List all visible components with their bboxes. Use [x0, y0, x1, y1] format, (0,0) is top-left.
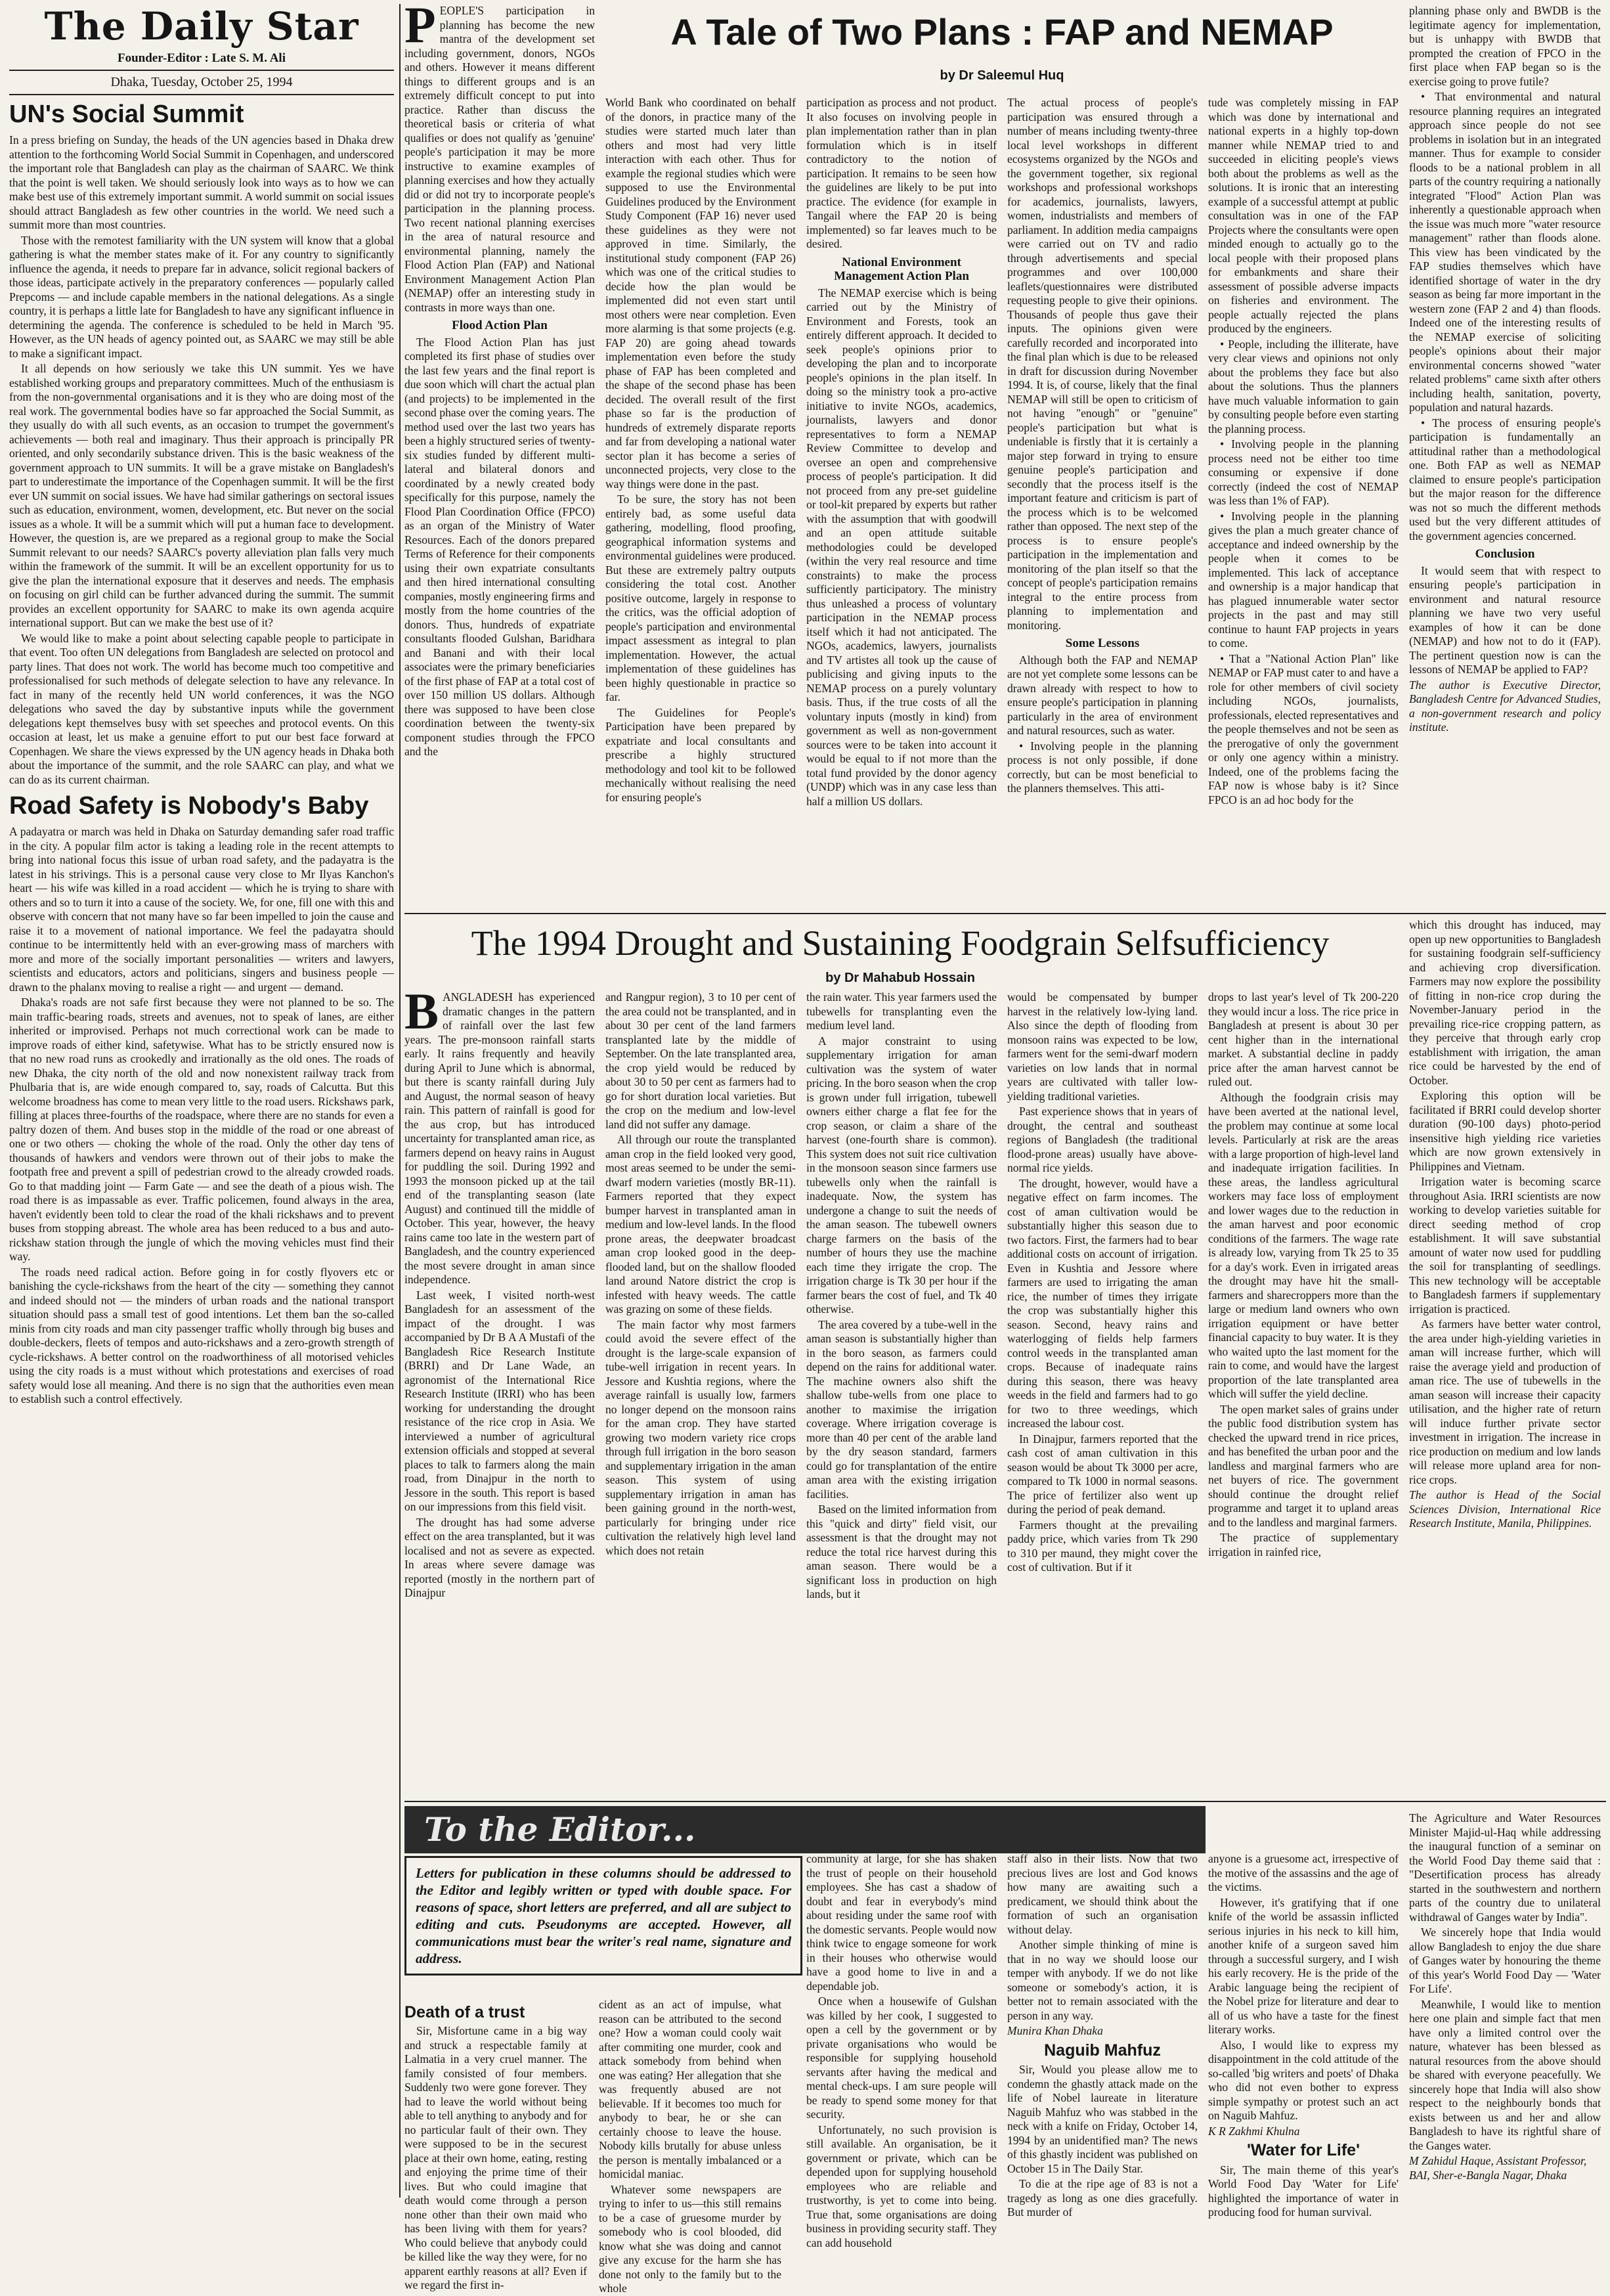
paragraph: The drought, however, would have a negative effect on farm incomes. The cost of aman cultivation would be substantially higher this season due to two factors. First, the farmers had to bear additional costs on account of irrigation. Even in Kushtia and Jessore where farmers are used to irrigating the aman rice, the number of times they irrigate the crop was substantially higher this season. Second, heavy rains and waterlogging of fields help farmers control weeds in the transplanted aman crops. Because of inadequate rains during this season, there was heavy weeds in the field and farmers had to go for two to three weedings, which increased the labour cost. — [1007, 1176, 1198, 1430]
paragraph: It would seem that with respect to ensuring people's participation in environment and natural resource planning we have two very useful examples of how it can be done (NEMAP) and how not to do it (FAP). The pertinent question now is can the lessons of NEMAP be applied to FAP? — [1409, 563, 1601, 676]
article-column — [1007, 990, 1198, 1795]
paragraph: Farmers thought at the prevailing paddy price, which varies from Tk 290 to 310 per maund, they might cover the cost of cultivation. But if it — [1007, 1518, 1198, 1574]
paragraph: The Agriculture and Water Resources Minister Majid-ul-Haq while addressing the inaugural function of a seminar on the World Food Day theme said that : "Desertification process has already started in the southwestern and northern parts of the country due to unilateral withdrawal of Ganges water by India". — [1409, 1811, 1601, 1924]
paragraph: The actual process of people's participation was ensured through a number of means including twenty-three local level workshops in different ecosystems organized by the NGOs and the government together, six regional workshops and professional workshops for academics, journalists, lawyers, women, industrialists and members of parliament. In addition media campaigns were carried out on TV and radio through advertisements and special programmes and over 100,000 leaflets/questionnaires were distributed requesting people to give their opinions. Thousands of people thus gave their inputs. The opinions given were carefully recorded and incorporated into the final plan which is due to be released in draft for discussion during November 1994. It is, of course, likely that the final NEMAP will still be open to criticism of not having "enough" or "genuine" people's participation but what is undeniable is firstly that it is certainly a major step forward in trying to ensure genuine people's participation and secondly that the process itself is the important feature and criticism is part of the process which is to be welcomed rather than opposed. The next step of the process is to ensure people's participation in the implementation and monitoring of the plan itself so that the concept of people's participation remains integral to the entire process from planning to implementation and monitoring. — [1007, 96, 1198, 632]
paragraph: We would like to make a point about selecting capable people to participate in that event. Too often UN delegations from Bangladesh are selected on protocol and party lines. That does not work. The world has become much too competitive and professionalised for such methods of delegate selection to have any relevance. In fact in many of the recently held UN world conferences, it was the NGO delegations who saved the day by substantive inputs while the government delegations kept themselves busy with set speeches and protocol events. On this occasion at least, let us make a genuine effort to put our best face forward at Copenhagen. We share the views expressed by the UN agency heads in Dhaka both about the importance of the summit, and the role SAARC can play, and what we can do as its current chairman. — [9, 631, 394, 786]
section-divider — [404, 913, 1606, 914]
paragraph: Those with the remotest familiarity with the UN system will know that a global gathering is what the member states make of it. For any country to significantly influence the agenda, it needs to prepare far in advance, solicit regional backers of those ideas, participate actively in the preparatory conferences — popularly called Prepcoms — and include capable members in the national delegations. As a single country, it is perhaps a little late for Bangladesh to have any significant influence in determining the agenda. The conference is scheduled to be held in March '95. However, as the UN heads of agency pointed out, as SAARC we may still be able to make a significant impact. — [9, 233, 394, 360]
paragraph: Although the foodgrain crisis may have been averted at the national level, the problem may continue at some local levels. Particularly at risk are the areas with a large proportion of high-level land and inadequate irrigation facilities. In these areas, the landless agricultural workers may face loss of employment and lower wages due to the reduction in the aman harvest and poor economic conditions of the farmers. The wage rate is already low, varying from Tk 25 to 35 for a day's work. Even in irrigated areas the drought may have hit the small-farmers and sharecroppers more than the large or medium land owners who own irrigation equipment or have better financial capacity to buy water. It is they who waited upto the last moment for the rain to come, and would have the largest proportion of the late transplanted area which will suffer the yield decline. — [1208, 1090, 1399, 1400]
letters-banner: To the Editor... — [404, 1806, 1206, 1853]
article-column — [404, 0, 595, 907]
editorial-title-social-summit: UN's Social Summit — [9, 100, 244, 128]
subhead: Conclusion — [1475, 547, 1535, 561]
subhead: National Environment Management Action Plan — [834, 255, 969, 283]
paragraph: planning phase only and BWDB is the legitimate agency for implementation, but is unhappy with BWDB that prompted the creation of FPCO in the first place when FAP began so is the exercise going to prove futile? — [1409, 4, 1601, 88]
paragraph: • Involving people in the planning process need not be either too time consuming or expensive if done correctly (indeed the cost of NEMAP was less than 1% of FAP). — [1208, 437, 1399, 507]
paragraph: • People, including the illiterate, have very clear views and opinions not only about the problems they face but also about the solutions. Thus the planners have much valuable information to gain by consulting people before even starting the planning process. — [1208, 337, 1399, 435]
paragraph: Sir, Would you please allow me to condemn the ghastly attack made on the life of Nobel laureate in literature Naguib Mahfuz who was stabbed in the neck with a knife on Friday, October 14, 1994 by an unidentified man? The news of this ghastly incident was published on October 15 in The Daily Star. — [1007, 2063, 1198, 2175]
editorial-body-road-safety — [9, 825, 394, 1407]
paragraph: and Rangpur region), 3 to 10 per cent of the area could not be transplanted, and in about 30 per cent of the land farmers transplanted late by the middle of September. On the late transplanted area, the crop yield would be reduced by about 30 to 50 per cent as farmers had to go for short duration local varieties. But the crop on the medium and low-level land did not suffer any damage. — [605, 990, 796, 1131]
paragraph: staff also in their lists. Now that two precious lives are lost and God knows how many are awaiting such a predicament, we should think about the formation of such an organisation without delay. — [1007, 1852, 1198, 1936]
paragraph: The drought has had some adverse effect on the area transplanted, but it was localised and not as severe as expected. In areas where severe damage was reported (mostly in the northern part of Dinajpur — [404, 1515, 595, 1599]
paragraph: • That environmental and natural resource planning requires an integrated approach since people do not see problems in isolation but in an integrated manner. Thus for example to consider floods to be a national problem in all parts of the country requiring a nationally integrated "Flood" Action Plan was inherently a questionable approach when the issue was much more "water resource management" rather than floods alone. This view has been vindicated by the FAP studies themselves which have identified shortage of water in the dry season as being far more important in the western zone (FAP 2 and 4) than floods. Indeed one of the interesting results of the NEMAP exercise of soliciting people's opinions about their major environmental concerns showed "water related problems" came sixth after others including health, sanitation, poverty, population and natural hazards. — [1409, 90, 1601, 414]
paragraph: Sir, The main theme of this year's World Food Day 'Water for Life' highlighted the importance of water in producing food for human survival. — [1208, 2163, 1399, 2219]
paragraph: The main factor why most farmers could avoid the severe effect of the drought is the large-scale expansion of tube-well irrigation in recent years. In Jessore and Kushtia regions, where the average rainfall is usually low, farmers no longer depend on the monsoon rains for the aman crop. They have started growing two modern variety rice crops through full irrigation in the boro season and supplementary irrigation in the aman season. This system of using supplementary irrigation in aman has been gaining ground in the north-west, particularly for bringing under rice cultivation the relatively high level land which does not retain — [605, 1317, 796, 1557]
article-column — [404, 2024, 587, 2291]
article-column — [605, 990, 796, 1795]
drop-cap: P — [404, 0, 436, 53]
article-column — [806, 96, 997, 907]
paragraph: Dhaka's roads are not safe first because they were not planned to be so. The main traffic-bearing roads, streets and avenues, not to speak of lanes, are either inherited or improvised. Perhaps not much correctional work can be made to improve roads of either kind, safetywise. What has to be strictly ensured now is that no new road runs as crookedly and irrationally as the old ones. The roads of new Dhaka, the city north of the old and now nonexistent railway track from Phulbaria that is, are wide enough compared to, say, roads of Calcutta. But this welcome broadness has come to mean very little to the road users. Rickshaws park, filling at places three-fourths of the roadspace, where there are no stands for even a paltry dozen of them. And buses stop in the middle of the road or one abreast of one or two others — choking the whole of the road. Only the other day tens of thousands of hawkers and vendors were thrown out of their jobs to make the footpath free and prevent a spill of pedestrian crowd to the already crowded roads. Go to that madding joint — Farm Gate — and see the death of a pious wish. The road there is as impassable as ever. Traffic policemen, found always in the area, haven't evidently been told to clear the road of the khali rickshaws and to prevent buses from stopping abreast. The whole area has been reduced to a bus and auto-rickshaw station through the jungle of which the moving vehicles must find their way. — [9, 996, 394, 1263]
paragraph: would be compensated by bumper harvest in the relatively low-lying land. Also since the depth of flooding from monsoon rains was expected to be low, farmers went for the semi-dwarf modern varieties on low lands that in normal years are cultivated with taller low-yielding traditional varieties. — [1007, 990, 1198, 1103]
paragraph: • Involving people in the planning process is not only possible, if done correctly, but can be most beneficial to the planners themselves. This atti- — [1007, 739, 1198, 795]
article-column — [1208, 1852, 1399, 2219]
column-divider — [399, 4, 401, 2197]
paragraph: drops to last year's level of Tk 200-220 they would incur a loss. The rice price in Bangladesh at present is about 30 per cent higher than in the international market. A substantial decline in paddy price after the aman harvest cannot be ruled out. — [1208, 990, 1399, 1088]
paragraph: As farmers have better water control, the area under high-yielding varieties in aman will increase further, which will raise the average yield and production of aman rice. The use of tubewells in the aman season will increase their capacity utilisation, and the higher rate of return will induce further private sector investment in irrigation. The increase in rice production on medium and low lands will release more upland area for non-rice crops. — [1409, 1317, 1601, 1486]
letter-death-of-a-trust — [404, 1998, 785, 2295]
article-column — [1409, 1811, 1601, 2197]
article-column — [1007, 96, 1198, 907]
paragraph: Another simple thinking of mine is that in no way we should loose our temper with anybody. If we do not like someone or somebody's action, it is better not to remain associated with the person in any way. — [1007, 1938, 1198, 2022]
paragraph: Last week, I visited north-west Bangladesh for an assessment of the impact of the drought. I was accompanied by Dr B A A Mustafi of the Bangladesh Rice Research Institute (BRRI) and Dr Lane Wade, an agronomist of the International Rice Research Institute (IRRI) who has been working for understanding the drought resistance of the rice crop in Asia. We interviewed a number of agricultural extension officials and stopped at several places to talk to farmers along the main road, from Dinajpur in the north to Jessore in the south. This report is based on our impressions from this field visit. — [404, 1288, 595, 1513]
paragraph: Exploring this option will be facilitated if BRRI could develop shorter duration (90-100 days) photo-period insensitive high yielding rice varieties which are now grown extensively in Philippines and Vietnam. — [1409, 1089, 1601, 1173]
paragraph: which this drought has induced, may open up new opportunities to Bangladesh for sustaining foodgrain self-sufficiency and achieving crop diversification. Farmers may now explore the possibility of fitting in non-rice crop during the November-January period in the prevailing rice-rice cropping pattern, as they perceive that through early crop establishment with irrigation, the aman rice could be harvested by the end of October. — [1409, 918, 1601, 1087]
letter-signature: M Zahidul Haque, Assistant Professor, BAI, Sher-e-Bangla Nagar, Dhaka — [1409, 2154, 1587, 2182]
letter-signature: Munira Khan Dhaka — [1007, 2024, 1103, 2037]
paragraph: tude was completely missing in FAP which was done by international and national experts in a highly top-down manner while NEMAP tried to and succeeded in eliciting people's views both about the problems as well as the solutions. It is ironic that an interesting example of a successful attempt at public consultation was in one of the FAP Projects where the consultants were open minded enough to actually go to the local people with their proposed plans for embankments and share their assessment of possible adverse impacts on fisheries and environment. The people actually rejected the plans produced by the engineers. — [1208, 96, 1399, 335]
paragraph: In Dinajpur, farmers reported that the cash cost of aman cultivation in this season would be about Tk 3000 per acre, compared to Tk 1000 in normal seasons. The price of fertilizer also went up during the period of peak demand. — [1007, 1432, 1198, 1516]
paragraph: • Involving people in the planning gives the plan a much greater chance of acceptance and indeed ownership by the people when it comes to be implemented. This lack of acceptance and ownership is a major handicap that has plagued innumerable water sector projects in the past and may still continue to haunt FAP projects in years to come. — [1208, 509, 1399, 650]
article-title: The 1994 Drought and Sustaining Foodgrain Selfsufficiency — [471, 923, 1330, 963]
paragraph: The practice of supplementary irrigation in rainfed rice, — [1208, 1531, 1399, 1558]
paragraph: Also, I would like to express my disappointment in the cold attitude of the so-called 'big writers and poets' of Dhaka who did not even bother to express simple sympathy or protest such an act on Naguib Mahfuz. — [1208, 2038, 1399, 2122]
paragraph: Meanwhile, I would like to mention here one plain and simple fact that men have only a limited control over the nature, whatever has been blessed as natural resources from the above should be shared with everyone peacefully. We sincerely hope that India will also show respect to the neighbourly bonds that exists between us and her and allow Bangladesh to have its rightful share of the Ganges water. — [1409, 1997, 1601, 2152]
paragraph: All through our route the transplanted aman crop in the field looked very good, most areas seemed to be under the semi-dwarf modern varieties (mostly BR-11). Farmers reported that they expect bumper harvest in transplanted aman in medium and low-level lands. In the flood prone areas, the deepwater broadcast aman crop looked good in the deep-flooded land, but on the shallow flooded land around Natore district the crop is infested with heavy weeds. The cattle was grazing on some of these fields. — [605, 1133, 796, 1315]
article-column — [806, 1852, 997, 2249]
masthead-title: The Daily Star — [44, 4, 359, 49]
paragraph: BANGLADESH has experienced dramatic changes in the pattern of rainfall over the last few years. The pre-monsoon rainfall starts early. It rains frequently and heavily during April to June which is abnormal, but there is scanty rainfall during July and August, the normal season of heavy rain. This pattern of rainfall is good for the aus crop, but has introduced uncertainty for transplanted aman rice, as farmers depend on heavy rains in August for puddling the soil. During 1992 and 1993 the monsoon picked up at the tail end of the transplanting season (late August) and continued till the middle of October. This year, however, the heavy rains came too late in the western part of Bangladesh, and the country experienced the most severe drought in aman since independence. — [404, 982, 595, 1286]
drop-cap: B — [404, 982, 439, 1040]
dateline: Dhaka, Tuesday, October 25, 1994 — [9, 70, 394, 95]
section-divider — [404, 1801, 1606, 1802]
paragraph: Sir, Misfortune came in a big way and struck a respectable family at Lalmatia in a very cruel manner. The family consisted of four members. Suddenly two were gone forever. They had to leave the world without being able to tell anything to anybody and for no particular fault of their own. They were supposed to be in the securest place at their own home, eating, resting and enjoying the prime time of their lives. But who could imagine that death would come through a person none other than their own maid who has been living with them for years? Who could believe that anybody could be killed like the way they were, for no apparent earthly reasons at all? Even if we regard the first in- — [404, 2024, 587, 2291]
letters-notice: Letters for publication in these columns should be addressed to the Editor and legibly written or typed with double space. For reasons of space, short letters are preferred, and all are subject to editing and cuts. Pseudonyms are accepted. However, all communications must bear the writer's real name, signature and address. — [404, 1856, 802, 1976]
letters-section — [404, 1806, 1606, 2295]
article-column — [605, 96, 796, 907]
paragraph: The open market sales of grains under the public food distribution system has checked the upward trend in rice prices, and has benefited the urban poor and the landless and marginal farmers who are net buyers of rice. The government should continue the drought relief programme and target it to upland areas and to the landless and marginal farmers. — [1208, 1402, 1399, 1529]
paragraph: A major constraint to using supplementary irrigation for aman cultivation was the system of water pricing. In the boro season when the crop is grown under full irrigation, tubewell owners either charge a flat fee for the crop season, or claim a share of the harvest (one-fourth share is common). This system does not suit rice cultivation in the monsoon season since farmers use tubewells only when the rainfall is inadequate. Now, the system has undergone a change to suit the needs of the aman season. The tubewell owners charge farmers on the basis of the number of hours they use the machine each time they irrigate the crop. The irrigation charge is Tk 30 per hour if the farmer bears the cost of fuel, and Tk 40 otherwise. — [806, 1034, 997, 1315]
subhead: Flood Action Plan — [452, 319, 548, 332]
subhead: Some Lessons — [1065, 636, 1140, 650]
feature-fap-nemap — [404, 0, 1606, 910]
paragraph: The area covered by a tube-well in the aman season is substantially higher than in the boro season, as farmers could depend on the rains for additional water. The machine owners also shift the shallow tube-wells from one place to another to maximise the irrigation coverage. Where irrigation coverage is more than 40 per cent of the arable land by the dry season standard, farmers could go for transplantation of the entire aman area with the existing irrigation facilities. — [806, 1317, 997, 1501]
letter-title: Death of a trust — [404, 2003, 525, 2021]
letter-title: 'Water for Life' — [1246, 2141, 1360, 2159]
article-column — [404, 982, 595, 1795]
paragraph: Irrigation water is becoming scarce throughout Asia. IRRI scientists are now working to develop varieties suitable for direct seeding method of crop establishment. It will save substantial amount of water now used for puddling the soil for transplanting of seedlings. This new technology will be acceptable to Bangladesh farmers if supplementary irrigation is practiced. — [1409, 1175, 1601, 1315]
article-column — [1007, 1852, 1198, 2219]
author-note: The author is Head of the Social Sciences Division, International Rice Research Institute, Manila, Philippines. — [1409, 1488, 1601, 1530]
paragraph: Past experience shows that in years of drought, the central and southeast regions of Bangladesh (the traditional flood-prone areas) usually have above-normal rice yields. — [1007, 1105, 1198, 1174]
article-column — [1409, 918, 1601, 1795]
paragraph: cident as an act of impulse, what reason can be attributed to the second one? How a woman could cooly wait after commiting one murder, cook and attack somebody from behind when one was eating? Her allegation that she was frequently abused are not believable. If it becomes too much for anybody to bear, he or she can certainly choose to leave the house. Nobody kills brutally for abuse unless the person is mentally imbalanced or a homicidal maniac. — [599, 1998, 781, 2180]
paragraph: Based on the limited information from this "quick and dirty" field visit, our assessment is that the drought may not reduce the total rice harvest during this aman season. There would be a significant loss in production on high lands, but it — [806, 1503, 997, 1601]
letter-signature: K R Zakhmi Khulna — [1208, 2124, 1300, 2138]
article-column — [1409, 4, 1601, 907]
paragraph: To die at the ripe age of 83 is not a tragedy as long as one dies gracefully. But murder of — [1007, 2177, 1198, 2219]
paragraph: community at large, for she has shaken the trust of people on their household employees. She has cast a shadow of doubt and fear in everybody's mind about residing under the same roof with the domestic servants. People would now think twice to engage someone for work in their houses who otherwise would have a good home to live in and a dependable job. — [806, 1852, 997, 1993]
paragraph: A padayatra or march was held in Dhaka on Saturday demanding safer road traffic in the city. A popular film actor is taking a leading role in the recent attempts to bring into national focus this issue of urban road safety, and the padayatra is the latest in his strivings. This is a personal cause very close to Mr Ilyas Kanchon's heart — his wife was killed in a road accident — which he is trying to share with others and so to turn it into a cause of the society. We, for one, fill one with this and observe with concern that not many have so far been impelled to join the cause and raise it to a movement of national importance. We feel the padayatra should continue to be intermittently held with an ever-growing mass of marchers with more and more of the socially important personalities — writers and lawyers, scientists and educators, actors and politicians, singers and business people — drawn to the phalanx moving to realise a right — and urgent — demand. — [9, 825, 394, 994]
founder-line: Founder-Editor : Late S. M. Ali — [118, 51, 286, 65]
letter-title: Naguib Mahfuz — [1044, 2041, 1161, 2060]
paragraph: • The process of ensuring people's participation is fundamentally an attitudinal rather than a methodological one. Both FAP as well as NEMAP claimed to ensure people's participation but the major reason for the difference was not so much the different methods used but the very different attitudes of the government agencies concerned. — [1409, 416, 1601, 542]
paragraph: Although both the FAP and NEMAP are not yet complete some lessons can be drawn already with respect to how to ensure people's participation in planning particularly in the area of environment and natural resources, such as water. — [1007, 653, 1198, 737]
paragraph: However, it's gratifying that if one knife of the world be assassin inflicted serious injuries in his neck to kill him, another knife of a surgeon saved him through a successful surgery, and I wish his early recovery. He is the pride of the Arabic language being the recipient of the Nobel prize for literature and dear to all of us who have a taste for the finest literary works. — [1208, 1895, 1399, 2036]
article-byline: by Dr Saleemul Huq — [940, 68, 1064, 83]
paragraph: We sincerely hope that India would allow Bangladesh to enjoy the due share of Ganges water by honouring the theme of this year's World Food Day — 'Water For Life'. — [1409, 1926, 1601, 1995]
editorial-body-social-summit — [9, 133, 394, 787]
paragraph: It all depends on how seriously we take this UN summit. Yes we have established working groups and preparatory committees. Much of the enthusiasm is from the non-governmental organisations and it is they who are doing most of the real work. The governmental bodies have so far approached the Social Summit, as they usually do with all such events, as an occasion to trumpet the government's achievements — both real and imaginary. Thus their approach is principally PR oriented, and only secondarily substance driven. This is the basic weakness of the government approach to UN summits. It will be a grave mistake on Bangladesh's part to underestimate the importance of the Copenhagen summit. It will be the first ever UN summit on social issues. We have had similar gatherings on sectoral issues such as education, environment, women, development, etc. But never on the social issues as a whole. It will be a summit which will put a human face to development. However, the question is, are we prepared as a regional group to make the Social Summit relevant to our needs? SAARC's poverty alleviation plan falls very much within the framework of the summit. It will be an excellent opportunity for us to give the plan the international exposure that it deserves and needs. The emphasis on focusing on girl child can be further advanced during the summit. The summit provides an excellent opportunity for SAARC to make its own agenda acquire international support. But can we make the best use of it? — [9, 362, 394, 629]
paragraph: World Bank who coordinated on behalf of the donors, in practice many of the studies were started much later than others and most had very little interaction with each other. Thus for example the regional studies which were supposed to use the Environmental Guidelines produced by the Environment Study Component (FAP 16) never used these guidelines as they were not approved in time. Similarly, the institutional study component (FAP 26) which was one of the critical studies to decide how the plan would be implemented did not even start until most others were near completion. Even more alarming is that some projects (e.g. FAP 20) are going ahead towards implementation even before the study phase of FAP has been completed and the shape of the second phase has been decided. The overall result of the first phase so far is the production of hundreds of extremely disparate reports and far from developing a national water sector plan it has become a series of unconnected projects, very close to the way things were done in the past. — [605, 96, 796, 491]
feature-drought — [404, 918, 1606, 1798]
paragraph: PEOPLE'S participation in planning has become the new mantra of the development set including government, donors, NGOs and others. However it means different things to different groups and is an extremely difficult concept to put into practice. Rather than discuss the theoretical basis or criteria of what qualifies or does not qualify as 'genuine' people's participation it may be more instructive to examine examples of planning exercises and how they actually did or did not try to incorporate people's participation in the planning process. Two recent national planning exercises in the area of natural resource and environmental planning, namely the Flood Action Plan (FAP) and National Environment Management Action Plan (NEMAP) offer an interesting study in contrasts in more ways than one. — [404, 0, 595, 314]
article-column — [1208, 96, 1399, 907]
paragraph: participation as process and not product. It also focuses on involving people in plan implementation rather than in plan formulation which is in itself contradictory to the notion of participation. It remains to be seen how the guidelines are likely to be put into practice. The evidence (for example in Tangail where the FAP 20 is being implemented) so far leaves much to be desired. — [806, 96, 997, 250]
article-column — [599, 1998, 781, 2295]
paragraph: the rain water. This year farmers used the tubewells for transplanting even the medium level land. — [806, 990, 997, 1032]
article-title: A Tale of Two Plans : FAP and NEMAP — [670, 11, 1334, 53]
paragraph: The Flood Action Plan has just completed its first phase of studies over the last few years and the final report is due soon which will chart the actual plan (and projects) to be implemented in the second phase over the coming years. The method used over the last two years has been a highly structured series of twenty-six studies funded by different multi-lateral and bilateral donors and coordinated by a newly created body specifically for this purpose, namely the Flood Plan Coordination Office (FPCO) as an organ of the Ministry of Water Resources. Each of the donors prepared Terms of Reference for their components using their own expatriate consultants and then hired international consulting companies, mostly engineering firms and mostly from the home countries of the donors. Thus, hundreds of expatriate consultants flooded Gulshan, Baridhara and Banani and with their local associates were the primary beneficiaries of the first phase of FAP at a total cost of over 150 million US dollars. Although there was supposed to have been close coordination between the twenty-six component studies through the FPCO and the — [404, 335, 595, 758]
paragraph: The NEMAP exercise which is being carried out by the Ministry of Environment and Forests, took an entirely different approach. It decided to seek people's opinions prior to developing the plan and to incorporate people's opinions in the plan itself. In doing so the ministry took a pro-active initiative to invite NGOs, academics, journalists, lawyers and donor representatives to form a NEMAP Review Committee to develop and oversee an open and comprehensive process of people's participation. It did not proceed from any pre-set guideline or tool-kit prepared by experts but rather with the assumption that with goodwill and an open attitude suitable methodologies could be developed (within the very real resource and time constraints) to make the process sufficiently participatory. The ministry thus unleashed a process of voluntary participation in the NEMAP process itself which it had not anticipated. The NGOs, academics, lawyers, journalists and TV artistes all took up the cause of publicising and giving inputs to the NEMAP process on a purely voluntary basis. Thus, if the true costs of all the voluntary inputs (mostly in kind) from government as well as non-government sources were to be taken into account it would be equal to if not more than the total fund provided by the donor agency (UNDP) which was in any case less than half a million US dollars. — [806, 286, 997, 808]
paragraph: • That a "National Action Plan" like NEMAP or FAP must cater to and have a role for other members of civil society including NGOs, journalists, professionals, elected representatives and the people themselves and not be seen as the prerogative of only the government or only one agency within a ministry. Indeed, one of the problems facing the FAP now is whose baby is it? Since FPCO is an ad hoc body for the — [1208, 651, 1399, 806]
paragraph: The Guidelines for People's Participation have been prepared by expatriate and local consultants and prescribe a highly structured methodology and tool kit to be followed mechanically without realising the need for ensuring people's — [605, 705, 796, 804]
paragraph: Whatever some newspapers are trying to infer to us—this still remains to be a case of gruesome murder by somebody who is cool blooded, did know what she was doing and cannot give any excuse for the harm she has done not only to the family but to the whole — [599, 2182, 781, 2295]
editorial-title-road-safety: Road Safety is Nobody's Baby — [9, 792, 369, 820]
paragraph: Once when a housewife of Gulshan was killed by her cook, I suggested to open a cell by the government or by private organisations who would be responsible for supplying household servants after having the medical and mental check-ups. I am sure people will be ready to spend some money for that security. — [806, 1995, 997, 2121]
author-note: The author is Executive Director, Bangladesh Centre for Advanced Studies, a non-government research and policy institute. — [1409, 678, 1601, 734]
paragraph: To be sure, the story has not been entirely bad, as some useful data gathering, modelling, flood proofing, geographical information systems and environmental guidelines were produced. But these are extremely paltry outputs considering the total cost. Another positive outcome, largely in response to the critics, was the official adoption of people's participation and environmental impact assessment as integral to plan implementation. However, the actual implementation of these guidelines has been highly questionable in practice so far. — [605, 493, 796, 703]
paragraph: The roads need radical action. Before going in for costly flyovers etc or banishing the cycle-rickshaws from the heart of the city — something they cannot and indeed should not — the minders of urban roads and the national transport situation should pass a small test of good intentions. Let them ban the so-called minis from city roads and man city passenger traffic wholly through big buses and double-deckers, fleets of tempos and auto-rickshaws and a zero-growth strength of cycle-rickshaws. A better control on the roadworthiness of all motorised vehicles using the city roads is a must without which protestations and exercises of road safety would lose all meaning. And there is no sign that the authorities even mean to establish such a control effectively. — [9, 1265, 394, 1405]
editorial-column — [9, 4, 394, 2197]
paragraph: anyone is a gruesome act, irrespective of the motive of the assassins and the age of the victims. — [1208, 1852, 1399, 1893]
paragraph: In a press briefing on Sunday, the heads of the UN agencies based in Dhaka drew attention to the forthcoming World Social Summit in Copenhagen, and underscored the important role that Bangladesh can play as the chairman of SAARC. We think that the point is well taken. We should seriously look into ways as to how we can make best use of this extremely important summit. A world summit on social issues should attract Bangladesh as few other countries in the world. We need such a summit more than most countries. — [9, 133, 394, 231]
article-byline: by Dr Mahabub Hossain — [825, 971, 975, 985]
paragraph: Unfortunately, no such provision is still available. An organisation, be it government or private, which can be depended upon for supplying household employees who are reliable and trustworthy, is yet to come into being. True that, some organisations are doing business in providing security staff. They can add household — [806, 2123, 997, 2249]
article-column — [806, 990, 997, 1795]
article-column — [1208, 990, 1399, 1795]
